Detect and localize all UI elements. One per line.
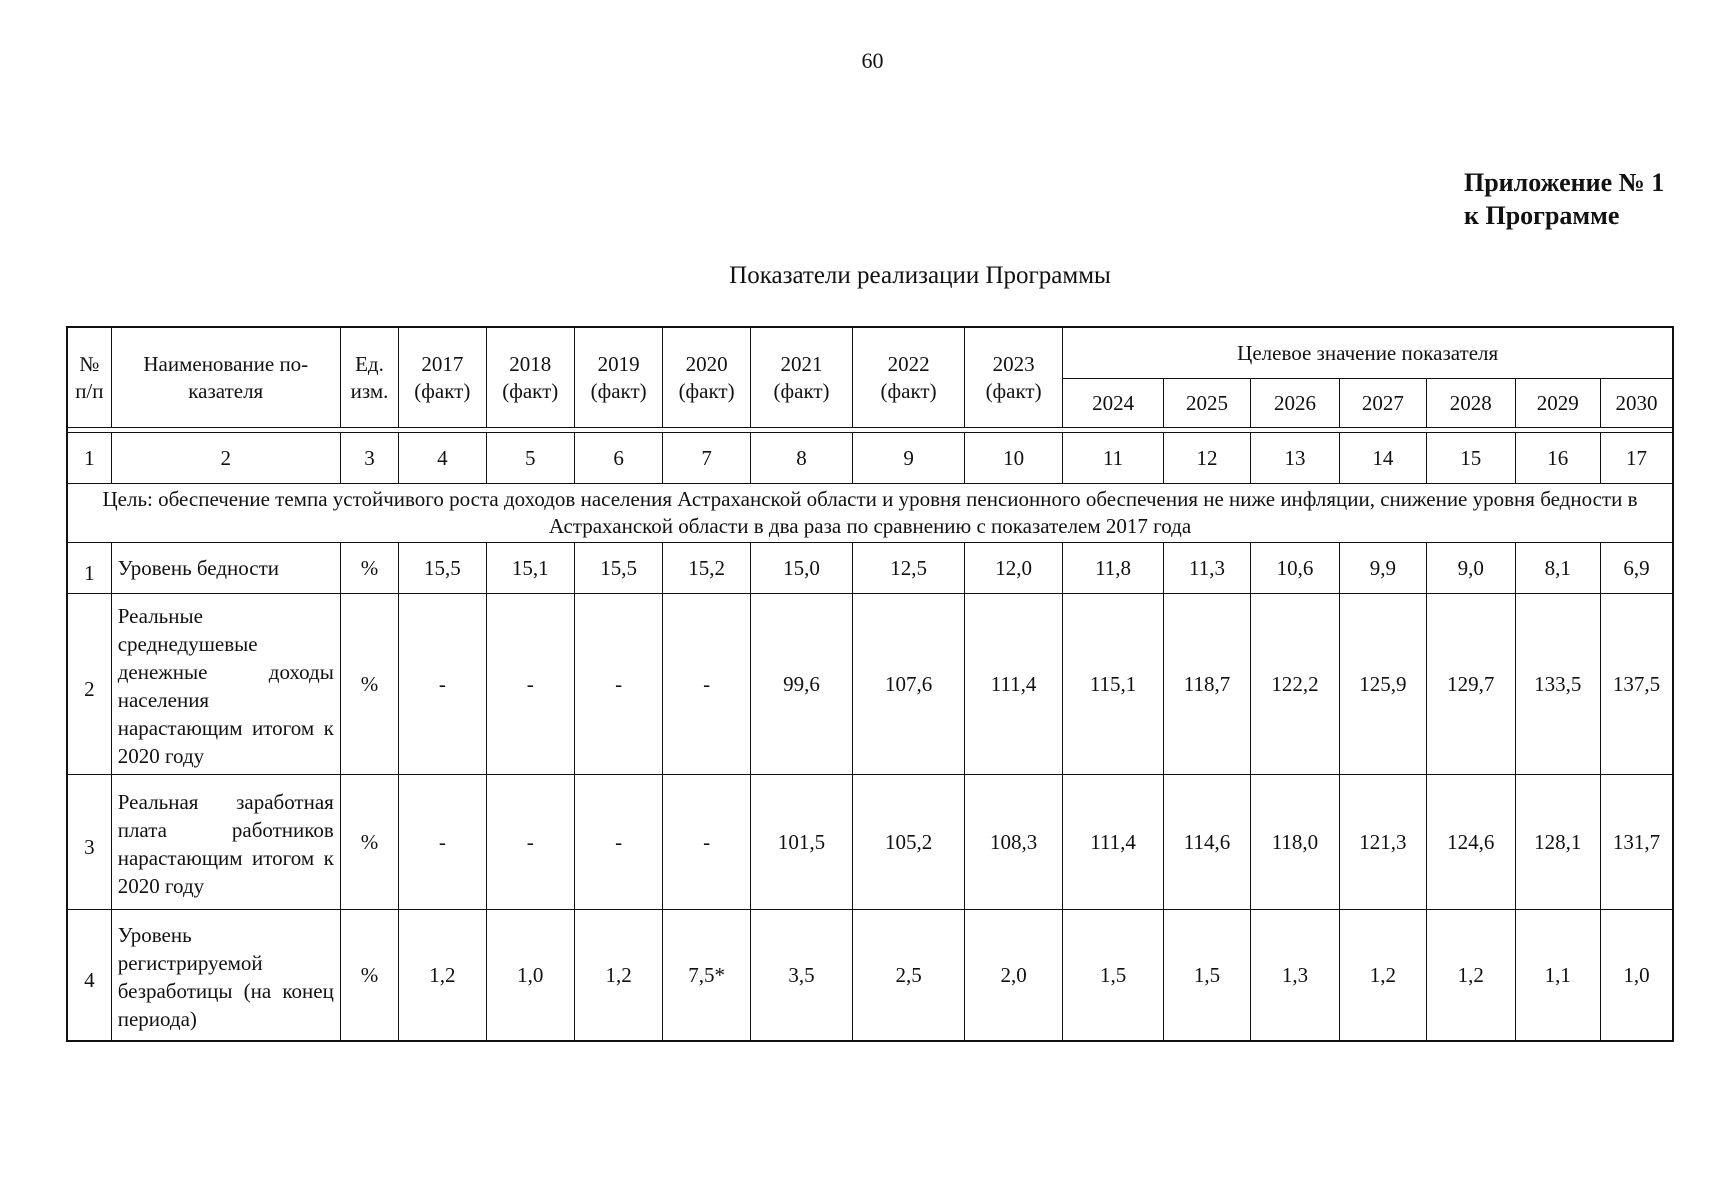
value-cell: 15,1: [486, 543, 574, 594]
value-cell: 3,5: [750, 910, 853, 1042]
value-cell: 1,2: [1339, 910, 1426, 1042]
column-number: 12: [1163, 433, 1250, 484]
header-target-year: 2030: [1600, 379, 1673, 428]
header-fact-year: 2023 (факт): [964, 327, 1062, 428]
value-cell: 101,5: [750, 775, 853, 910]
table-row: [67, 543, 1673, 594]
value-cell: 1,0: [486, 910, 574, 1042]
value-cell: -: [486, 775, 574, 910]
value-cell: 12,5: [853, 543, 965, 594]
header-fact-year: 2017 (факт): [399, 327, 486, 428]
value-cell: 8,1: [1515, 543, 1600, 594]
header-unit-line-1: Ед.: [355, 351, 384, 376]
column-number-row: [67, 433, 1673, 484]
column-number: 16: [1515, 433, 1600, 484]
value-cell: 99,6: [750, 594, 853, 775]
goal-row: [67, 484, 1673, 543]
column-number: 15: [1427, 433, 1515, 484]
value-cell: 2,5: [853, 910, 965, 1042]
header-row: [67, 327, 1673, 379]
row-number: 1: [67, 543, 111, 594]
header-num-line-1: №: [79, 351, 100, 376]
header-target-year: 2025: [1163, 379, 1250, 428]
table-row: [67, 910, 1673, 1042]
value-cell: 107,6: [853, 594, 965, 775]
header-target-year: 2024: [1063, 379, 1163, 428]
header-name-line-2: казателя: [188, 378, 264, 403]
column-number: 6: [574, 433, 662, 484]
header-fact-year: 2019 (факт): [574, 327, 662, 428]
value-cell: 115,1: [1063, 594, 1163, 775]
value-cell: 7,5*: [663, 910, 750, 1042]
value-cell: 15,5: [574, 543, 662, 594]
value-cell: 118,7: [1163, 594, 1250, 775]
header-fact-year: 2018 (факт): [486, 327, 574, 428]
header-unit: [340, 327, 398, 428]
value-cell: 1,5: [1163, 910, 1250, 1042]
header-fact-year: 2022 (факт): [853, 327, 965, 428]
value-cell: 15,5: [399, 543, 486, 594]
header-fact-year: 2020 (факт): [663, 327, 750, 428]
value-cell: 9,0: [1427, 543, 1515, 594]
column-number: 4: [399, 433, 486, 484]
value-cell: -: [663, 775, 750, 910]
value-cell: 131,7: [1600, 775, 1673, 910]
value-cell: 137,5: [1600, 594, 1673, 775]
value-cell: 1,2: [574, 910, 662, 1042]
indicator-name: Реальная заработная плата работников нарастающим итогом к 2020 году: [111, 775, 340, 910]
value-cell: 118,0: [1251, 775, 1339, 910]
goal-text: Цель: обеспечение темпа устойчивого роста доходов населения Астраханской области и уровня пенсионного обеспечения не ниже инфляции, снижение уровня бедности в Астраханской области в два раза по сравнению с показателем 2017 года: [67, 484, 1673, 543]
value-cell: 129,7: [1427, 594, 1515, 775]
column-number: 14: [1339, 433, 1426, 484]
indicator-name: Уровень регистрируемой безработицы (на конец периода): [111, 910, 340, 1042]
document-title: Показатели реализации Программы: [729, 262, 1111, 289]
indicator-name: Реальные среднедушевые денежные доходы населения нарастающим итогом к 2020 году: [111, 594, 340, 775]
row-number: 2: [67, 594, 111, 775]
header-num: [67, 327, 111, 428]
value-cell: 105,2: [853, 775, 965, 910]
unit-cell: %: [340, 594, 398, 775]
indicators-table: [66, 326, 1674, 1042]
value-cell: 122,2: [1251, 594, 1339, 775]
value-cell: 10,6: [1251, 543, 1339, 594]
value-cell: 111,4: [964, 594, 1062, 775]
value-cell: -: [574, 775, 662, 910]
value-cell: -: [663, 594, 750, 775]
value-cell: 108,3: [964, 775, 1062, 910]
table-row: [67, 594, 1673, 775]
value-cell: 12,0: [964, 543, 1062, 594]
page-number: 60: [861, 48, 884, 73]
value-cell: 1,5: [1063, 910, 1163, 1042]
column-number: 13: [1251, 433, 1339, 484]
value-cell: 9,9: [1339, 543, 1426, 594]
value-cell: 124,6: [1427, 775, 1515, 910]
value-cell: 1,0: [1600, 910, 1673, 1042]
value-cell: 2,0: [964, 910, 1062, 1042]
column-number: 8: [750, 433, 853, 484]
value-cell: 128,1: [1515, 775, 1600, 910]
header-target-year: 2027: [1339, 379, 1426, 428]
value-cell: 11,8: [1063, 543, 1163, 594]
appendix-label: [1464, 166, 1664, 232]
column-number: 7: [663, 433, 750, 484]
value-cell: 1,1: [1515, 910, 1600, 1042]
column-number: 5: [486, 433, 574, 484]
value-cell: 15,2: [663, 543, 750, 594]
value-cell: 125,9: [1339, 594, 1426, 775]
header-target-year: 2028: [1427, 379, 1515, 428]
header-name: [111, 327, 340, 428]
appendix-line-2: к Программе: [1464, 201, 1620, 230]
appendix-line-1: Приложение № 1: [1464, 168, 1665, 197]
value-cell: 111,4: [1063, 775, 1163, 910]
value-cell: 11,3: [1163, 543, 1250, 594]
value-cell: 15,0: [750, 543, 853, 594]
header-num-line-2: п/п: [75, 378, 104, 403]
column-number: 1: [67, 433, 111, 484]
unit-cell: %: [340, 910, 398, 1042]
value-cell: 1,2: [399, 910, 486, 1042]
value-cell: 114,6: [1163, 775, 1250, 910]
value-cell: -: [486, 594, 574, 775]
column-number: 9: [853, 433, 965, 484]
header-target-year: 2026: [1251, 379, 1339, 428]
header-name-line-1: Наименование по-: [143, 351, 309, 376]
header-unit-line-2: изм.: [350, 378, 389, 403]
header-fact-year: 2021 (факт): [750, 327, 853, 428]
row-number: 4: [67, 910, 111, 1042]
table-row: [67, 775, 1673, 910]
value-cell: 1,3: [1251, 910, 1339, 1042]
unit-cell: %: [340, 775, 398, 910]
value-cell: 133,5: [1515, 594, 1600, 775]
column-number: 17: [1600, 433, 1673, 484]
column-number: 2: [111, 433, 340, 484]
column-number: 3: [340, 433, 398, 484]
row-number: 3: [67, 775, 111, 910]
value-cell: 121,3: [1339, 775, 1426, 910]
header-target-year: 2029: [1515, 379, 1600, 428]
value-cell: 1,2: [1427, 910, 1515, 1042]
value-cell: -: [399, 594, 486, 775]
value-cell: -: [574, 594, 662, 775]
value-cell: -: [399, 775, 486, 910]
value-cell: 6,9: [1600, 543, 1673, 594]
indicator-name: Уровень бедности: [111, 543, 340, 594]
header-target-value: Целевое значение показателя: [1063, 327, 1673, 379]
unit-cell: %: [340, 543, 398, 594]
column-number: 10: [964, 433, 1062, 484]
column-number: 11: [1063, 433, 1163, 484]
